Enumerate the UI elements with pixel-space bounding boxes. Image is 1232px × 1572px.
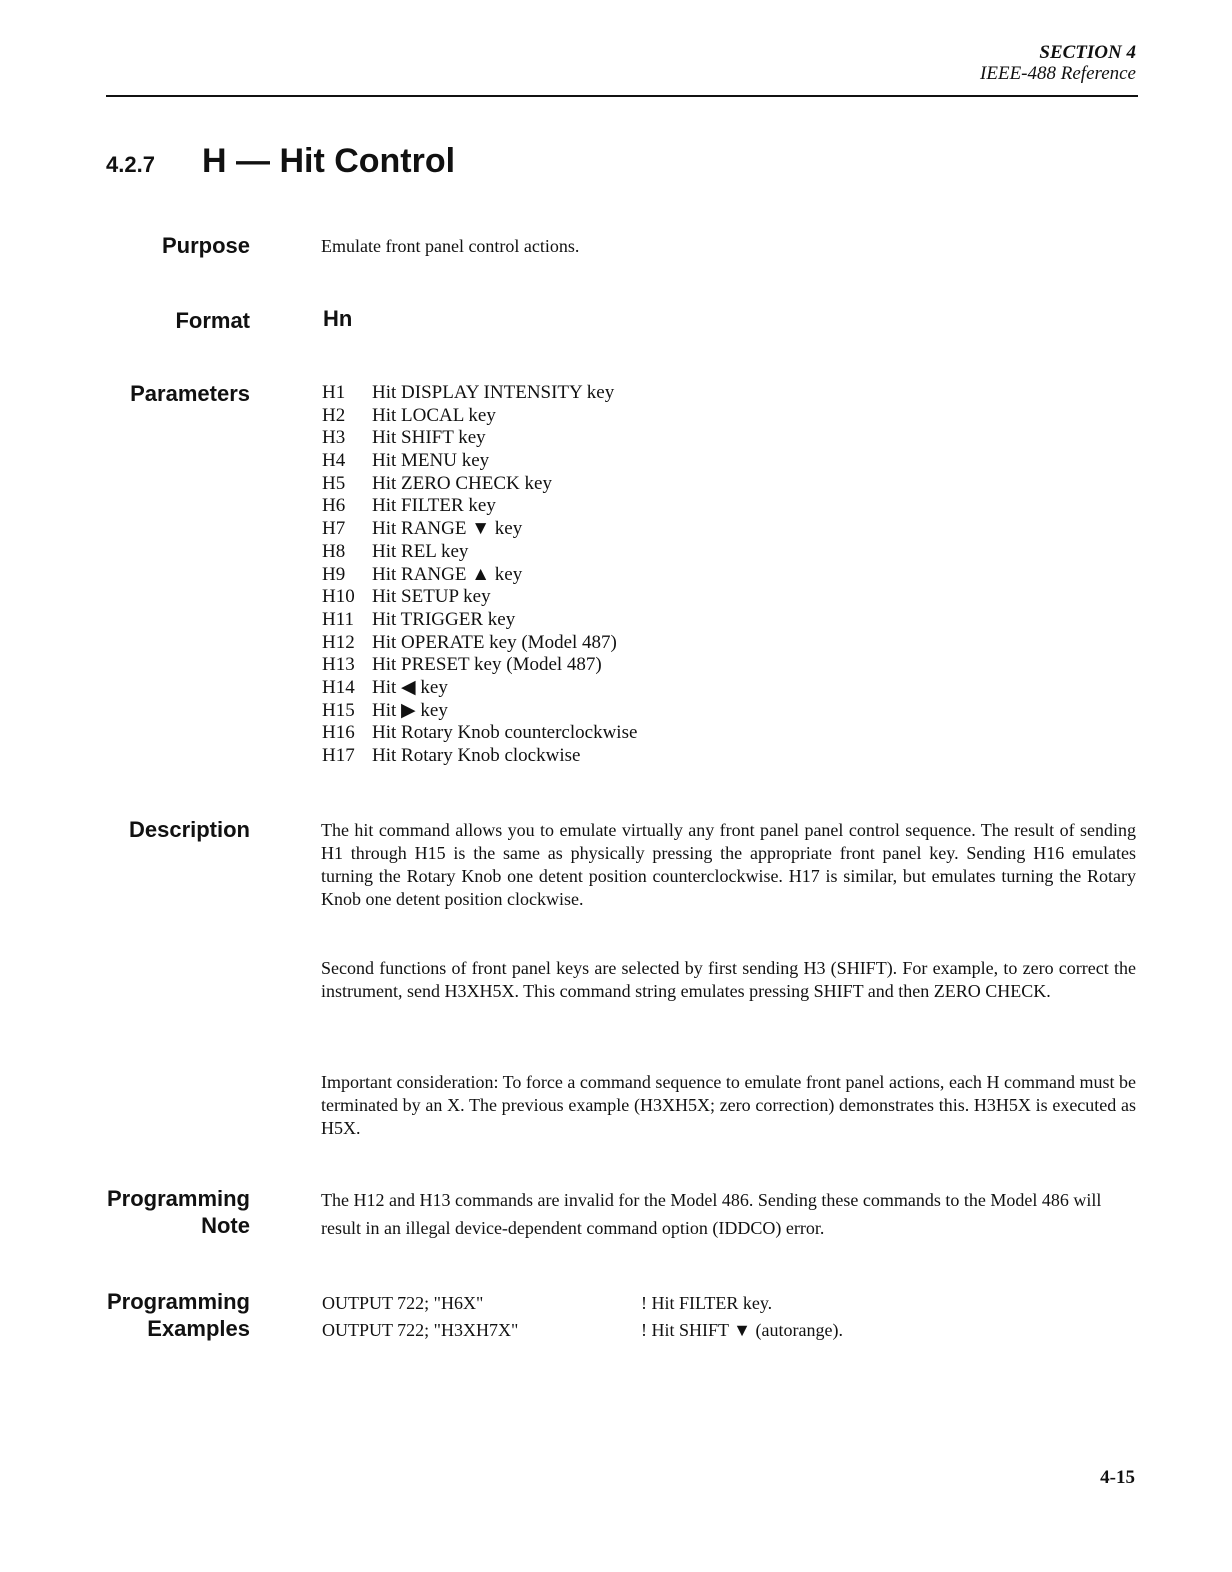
programming-examples-label-line1: Programming — [106, 1289, 250, 1314]
programming-note-label-line2: Note — [201, 1213, 250, 1238]
parameter-text: Hit Rotary Knob counterclockwise — [372, 722, 638, 744]
parameter-code: H7 — [322, 518, 346, 540]
parameter-row — [322, 382, 637, 405]
example-row — [322, 1290, 843, 1317]
parameter-text: Hit DISPLAY INTENSITY key — [372, 382, 615, 403]
parameter-code: H11 — [322, 608, 355, 630]
parameter-text: Hit ▶ key — [372, 699, 448, 721]
page-number: 4-15 — [1100, 1467, 1135, 1488]
parameter-code: H6 — [322, 495, 346, 517]
parameter-code: H15 — [322, 699, 355, 721]
purpose-text: Emulate front panel control actions. — [321, 236, 580, 256]
parameter-row — [322, 654, 637, 677]
example-comment: ! Hit FILTER key. — [641, 1293, 773, 1313]
parameter-code: H9 — [322, 563, 346, 585]
parameter-row — [322, 632, 637, 655]
parameter-row — [322, 427, 637, 450]
example-row — [322, 1317, 843, 1344]
parameter-text: Hit SHIFT key — [372, 427, 486, 449]
programming-note-label — [107, 1185, 250, 1239]
section-number: 4.2.7 — [106, 152, 155, 177]
format-code: Hn — [323, 306, 353, 331]
parameter-row — [322, 564, 637, 587]
parameter-text: Hit MENU key — [372, 450, 490, 472]
parameter-row — [322, 745, 637, 768]
parameter-code: H10 — [322, 586, 355, 608]
parameter-text: Hit TRIGGER key — [372, 608, 516, 630]
parameter-code: H1 — [322, 382, 346, 403]
parameter-row — [322, 586, 637, 609]
programming-note-label-line1: Programming — [106, 1186, 250, 1211]
examples-list — [322, 1290, 843, 1344]
example-code: OUTPUT 722; "H6X" — [322, 1293, 484, 1313]
parameter-code: H5 — [322, 472, 346, 494]
parameter-code: H12 — [322, 631, 355, 653]
parameter-code: H13 — [322, 654, 355, 676]
parameter-code: H2 — [322, 404, 346, 426]
parameter-text: Hit LOCAL key — [372, 404, 496, 426]
header-section: SECTION 4 — [1039, 42, 1136, 63]
parameter-text: Hit FILTER key — [372, 495, 496, 517]
parameters-list — [322, 382, 637, 768]
header-subtitle: IEEE-488 Reference — [980, 63, 1136, 84]
parameter-code: H16 — [322, 722, 355, 744]
parameter-text: Hit PRESET key (Model 487) — [372, 654, 602, 676]
header-rule — [106, 95, 1138, 97]
parameter-text: Hit Rotary Knob clockwise — [372, 745, 581, 766]
parameter-row — [322, 541, 637, 564]
parameter-row — [322, 518, 637, 541]
programming-examples-label-line2: Examples — [147, 1316, 250, 1341]
parameter-code: H8 — [322, 540, 346, 562]
purpose-label: Purpose — [161, 233, 250, 258]
parameter-text: Hit REL key — [372, 540, 469, 562]
description-paragraph-2: Second functions of front panel keys are selected by first sending H3 (SHIFT). For example, to zero correct the instrument, send H3XH5X. This command string emulates pressing SHIFT and then ZERO CHECK. — [321, 958, 1136, 1001]
parameter-row — [322, 450, 637, 473]
parameter-row — [322, 609, 637, 632]
parameter-row — [322, 473, 637, 496]
example-comment: ! Hit SHIFT ▼ (autorange). — [641, 1320, 843, 1340]
format-label: Format — [175, 308, 250, 333]
parameter-text: Hit ZERO CHECK key — [372, 472, 552, 494]
parameter-text: Hit RANGE ▼ key — [372, 518, 523, 540]
section-title: H — Hit Control — [202, 142, 456, 180]
parameter-text: Hit SETUP key — [372, 586, 491, 608]
parameters-label: Parameters — [130, 381, 250, 406]
parameter-row — [322, 700, 637, 723]
parameter-row — [322, 722, 637, 745]
description-paragraph-3: Important consideration: To force a command sequence to emulate front panel actions, each H command must be terminated by an X. The previous example (H3XH5X; zero correction) demonstrates this. H3H5X is executed as H5X. — [321, 1072, 1136, 1138]
parameter-text: Hit ◀ key — [372, 676, 448, 698]
description-label: Description — [128, 817, 250, 842]
section-heading — [106, 142, 455, 181]
parameter-text: Hit RANGE ▲ key — [372, 563, 523, 585]
running-header — [980, 42, 1136, 84]
parameter-code: H14 — [322, 676, 355, 698]
parameter-code: H3 — [322, 427, 346, 449]
example-code: OUTPUT 722; "H3XH7X" — [322, 1320, 519, 1340]
parameter-code: H4 — [322, 450, 346, 472]
description-paragraph-1: The hit command allows you to emulate virtually any front panel panel control sequence. The result of sending H1 through H15 is the same as physically pressing the appropriate front panel key. Sending H16 emulates turning the Rotary Knob one detent position counterclockwise. H17 is similar, but emulates turning the Rotary Knob one detent position clockwise. — [321, 820, 1136, 909]
programming-examples-label — [107, 1288, 250, 1342]
parameter-row — [322, 405, 637, 428]
parameter-text: Hit OPERATE key (Model 487) — [372, 631, 617, 653]
programming-note-text: The H12 and H13 commands are invalid for the Model 486. Sending these commands to the Model 486 will result in an illegal device-dependent command option (IDDCO) error. — [321, 1190, 1102, 1238]
parameter-row — [322, 495, 637, 518]
parameter-row — [322, 677, 637, 700]
parameter-code: H17 — [322, 745, 355, 766]
